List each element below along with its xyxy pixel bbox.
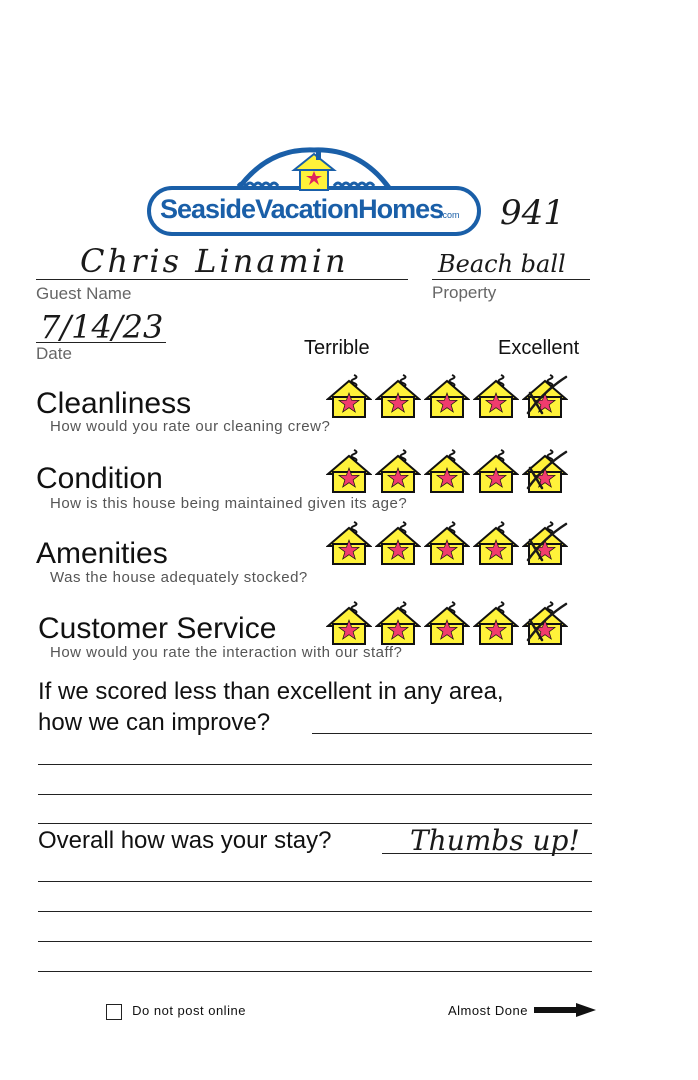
rating-house-icon[interactable] <box>424 448 470 494</box>
rating-house-icon[interactable] <box>375 373 421 419</box>
logo-house-icon <box>294 148 334 190</box>
rating-houses <box>326 373 568 419</box>
rating-question: How would you rate our cleaning crew? <box>50 418 331 435</box>
rating-house-icon[interactable] <box>326 520 372 566</box>
rating-house-icon[interactable] <box>473 520 519 566</box>
rating-house-icon[interactable] <box>522 373 568 419</box>
overall-line <box>38 881 592 882</box>
improve-question-line2: how we can improve? <box>38 709 271 736</box>
scale-high-label: Excellent <box>498 337 580 359</box>
rating-houses <box>326 448 568 494</box>
rating-houses <box>326 520 568 566</box>
improve-line <box>38 794 592 795</box>
rating-house-icon[interactable] <box>522 600 568 646</box>
overall-line <box>38 941 592 942</box>
guest-name-line <box>36 279 408 280</box>
overall-answer: Thumbs up! <box>410 824 580 857</box>
rating-house-icon[interactable] <box>424 520 470 566</box>
date-value: 7/14/23 <box>40 308 164 346</box>
rating-house-icon[interactable] <box>375 520 421 566</box>
rating-house-icon[interactable] <box>375 600 421 646</box>
rating-house-icon[interactable] <box>522 520 568 566</box>
date-line <box>36 342 166 343</box>
do-not-post-option[interactable] <box>106 1003 246 1020</box>
rating-title: Cleanliness <box>36 387 192 420</box>
rating-house-icon[interactable] <box>473 600 519 646</box>
property-label: Property <box>432 283 497 302</box>
rating-house-icon[interactable] <box>326 448 372 494</box>
overall-question: Overall how was your stay? <box>38 827 332 854</box>
rating-title: Amenities <box>36 537 168 570</box>
rating-question: Was the house adequately stocked? <box>50 569 308 586</box>
rating-houses <box>326 600 568 646</box>
improve-line <box>312 733 592 734</box>
scale-low-label: Terrible <box>304 337 370 359</box>
guest-name-value: Chris Linamin <box>80 242 349 280</box>
rating-question: How is this house being maintained given its age? <box>50 495 408 512</box>
rating-house-icon[interactable] <box>473 373 519 419</box>
flip-label: Flip <box>554 1015 566 1021</box>
logo-graphic <box>146 140 486 240</box>
property-value: Beach ball <box>438 250 566 278</box>
rating-house-icon[interactable] <box>522 448 568 494</box>
logo-suffix: .com <box>440 210 460 220</box>
rating-house-icon[interactable] <box>375 448 421 494</box>
almost-done-button[interactable] <box>448 1003 596 1020</box>
rating-title: Customer Service <box>38 612 277 645</box>
rating-question: How would you rate the interaction with our staff? <box>50 644 403 661</box>
overall-line <box>382 853 592 854</box>
do-not-post-checkbox[interactable] <box>106 1004 122 1020</box>
overall-line <box>38 911 592 912</box>
rating-title: Condition <box>36 462 163 495</box>
rating-house-icon[interactable] <box>473 448 519 494</box>
date-label: Date <box>36 344 72 363</box>
overall-line <box>38 971 592 972</box>
rating-house-icon[interactable] <box>424 600 470 646</box>
improve-line <box>38 764 592 765</box>
do-not-post-label: Do not post online <box>132 1003 246 1018</box>
form-id: 941 <box>500 193 565 233</box>
rating-house-icon[interactable] <box>326 600 372 646</box>
improve-question-line1: If we scored less than excellent in any area, <box>38 678 504 705</box>
logo-text: SeasideVacationHomes <box>160 194 444 224</box>
rating-house-icon[interactable] <box>326 373 372 419</box>
property-line <box>432 279 590 280</box>
guest-name-label: Guest Name <box>36 284 132 303</box>
almost-done-label: Almost Done <box>448 1003 528 1018</box>
rating-house-icon[interactable] <box>424 373 470 419</box>
logo <box>146 140 486 240</box>
